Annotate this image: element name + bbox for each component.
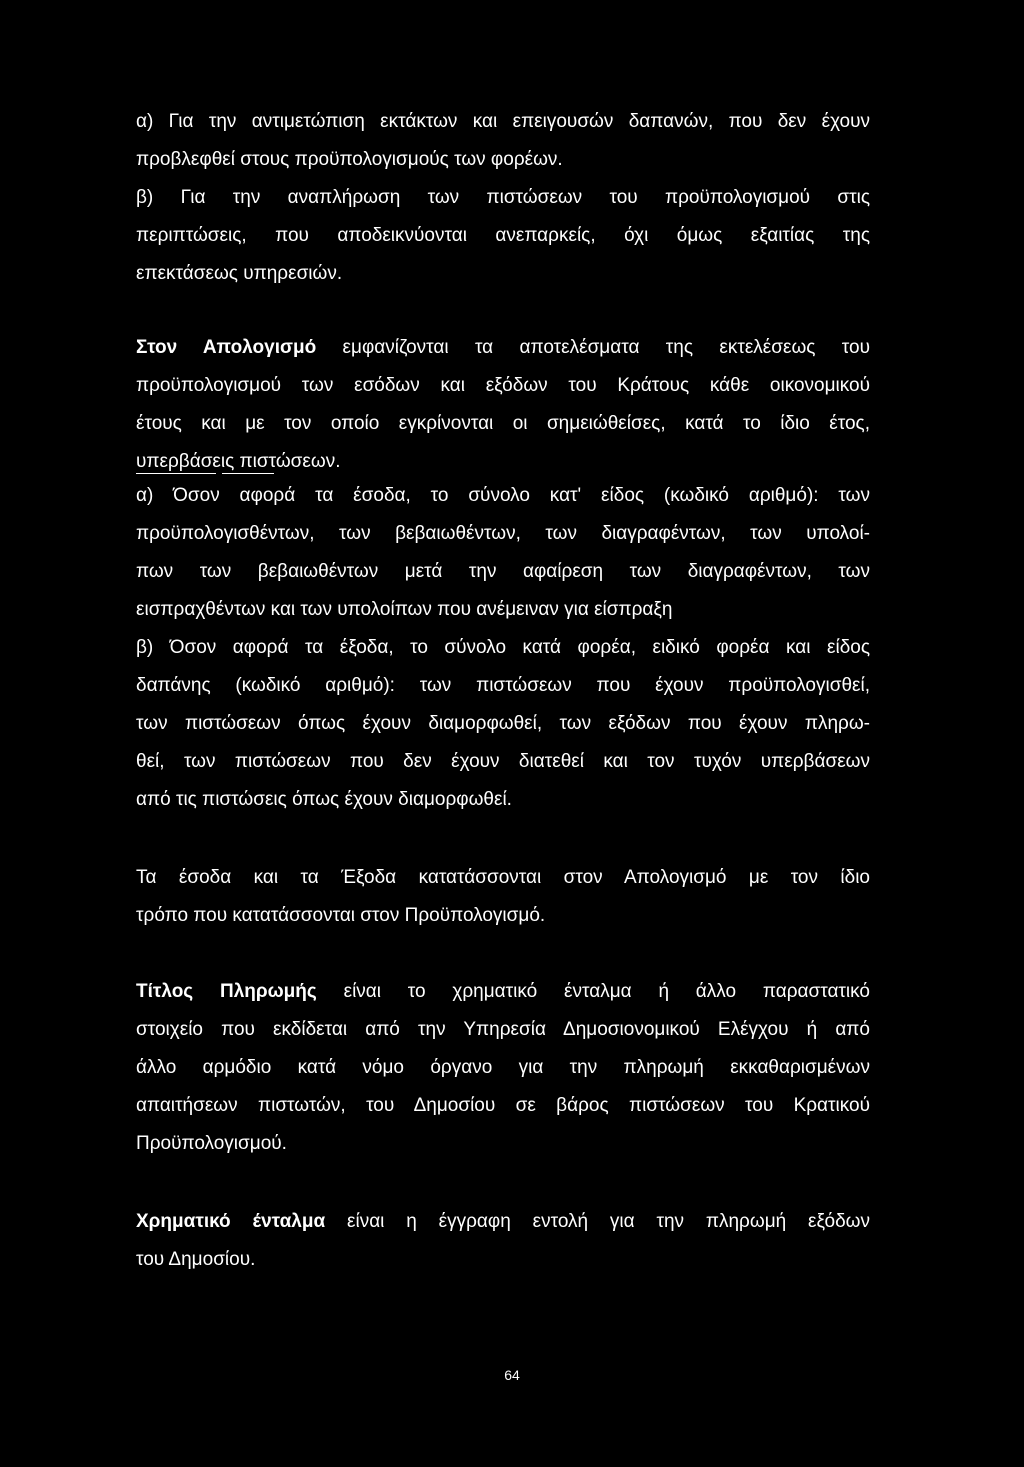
text-line: περιπτώσεις, που αποδεικνύονται ανεπαρκείς, όχι όμως εξαιτίας της <box>136 225 870 246</box>
text-line <box>136 980 870 1004</box>
underline-mark <box>222 473 274 474</box>
page-number: 64 <box>504 1367 520 1383</box>
term-chrimatiko-entalma: Χρηματικό ένταλμα <box>136 1211 326 1232</box>
text-line: του Δημοσίου. <box>136 1249 256 1270</box>
text-line: άλλο αρμόδιο κατά νόμο όργανο για την πληρωμή εκκαθαρισμένων <box>136 1057 870 1078</box>
term-definition: είναι η έγγραφη εντολή για την πληρωμή εξόδων <box>347 1211 871 1232</box>
text-line: υπερβάσεις πιστώσεων. <box>136 451 341 472</box>
text-line: προϋπολογισθέντων, των βεβαιωθέντων, των διαγραφέντων, των υπολοί- <box>136 523 870 544</box>
text-line: Προϋπολογισμού. <box>136 1133 287 1154</box>
text-line <box>136 336 870 360</box>
term-titlos-pliromis: Τίτλος Πληρωμής <box>136 981 317 1002</box>
text-line: β) Για την αναπλήρωση των πιστώσεων του προϋπολογισμού στις <box>136 187 870 208</box>
text-line: έτους και με τον οποίο εγκρίνονται οι σημειώθείσες, κατά το ίδιο έτος, <box>136 413 870 434</box>
term-definition: εμφανίζονται τα αποτελέσματα της εκτελέσεως του <box>342 337 870 358</box>
text-line: προϋπολογισμού των εσόδων και εξόδων του Κράτους κάθε οικονομικού <box>136 375 870 396</box>
text-line: επεκτάσεως υπηρεσιών. <box>136 263 343 284</box>
text-line: θεί, των πιστώσεων που δεν έχουν διατεθεί και τον τυχόν υπερβάσεων <box>136 751 870 772</box>
text-line: Τα έσοδα και τα Έξοδα κατατάσσονται στον Απολογισμό με τον ίδιο <box>136 867 870 888</box>
text-line: πων των βεβαιωθέντων μετά την αφαίρεση των διαγραφέντων, των <box>136 561 870 582</box>
text-line: α) Όσον αφορά τα έσοδα, το σύνολο κατ' είδος (κωδικό αριθμό): των <box>136 485 870 506</box>
text-line: από τις πιστώσεις όπως έχουν διαμορφωθεί. <box>136 789 512 810</box>
text-line: α) Για την αντιμετώπιση εκτάκτων και επειγουσών δαπανών, που δεν έχουν <box>136 111 870 132</box>
text-line: τρόπο που κατατάσσονται στον Προϋπολογισμό. <box>136 905 546 926</box>
text-line <box>136 1210 870 1234</box>
underline-mark <box>136 473 216 474</box>
term-definition: είναι το χρηματικό ένταλμα ή άλλο παραστατικό <box>343 981 870 1002</box>
text-line: β) Όσον αφορά τα έξοδα, το σύνολο κατά φορέα, ειδικό φορέα και είδος <box>136 637 870 658</box>
term-apologismos: Στον Απολογισμό <box>136 337 317 358</box>
text-line: προβλεφθεί στους προϋπολογισμούς των φορέων. <box>136 149 563 170</box>
text-line: εισπραχθέντων και των υπολοίπων που ανέμειναν για είσπραξη <box>136 599 673 620</box>
text-line: δαπάνης (κωδικό αριθμό): των πιστώσεων που έχουν προϋπολογισθεί, <box>136 675 870 696</box>
text-line: των πιστώσεων όπως έχουν διαμορφωθεί, των εξόδων που έχουν πληρω- <box>136 713 870 734</box>
text-line: στοιχείο που εκδίδεται από την Υπηρεσία Δημοσιονομικού Ελέγχου ή από <box>136 1019 870 1040</box>
text-line: απαιτήσεων πιστωτών, του Δημοσίου σε βάρος πιστώσεων του Κρατικού <box>136 1095 870 1116</box>
